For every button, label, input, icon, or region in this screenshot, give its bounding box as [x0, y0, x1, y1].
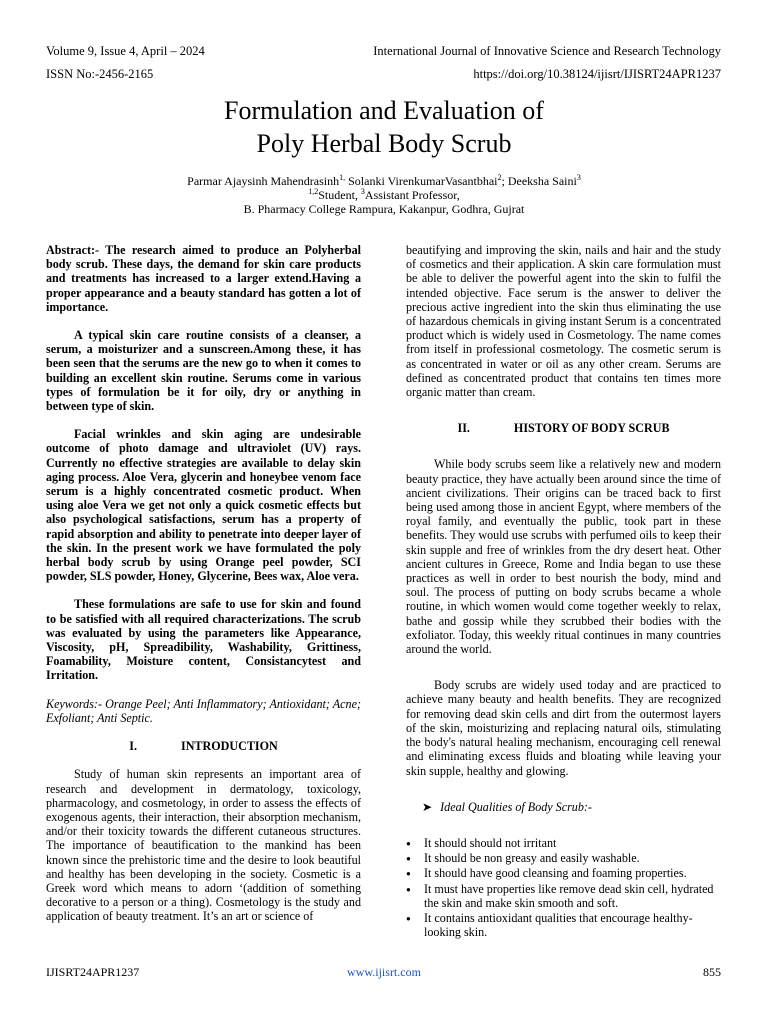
abstract-p3: Facial wrinkles and skin aging are undesirable outcome of photo damage and ultraviolet (UV) rays. Currently no effective strategies are available to delay skin aging process. Aloe Vera, glycerin and honeybee venom face serum is a highly concentrated cosmetic product. When using aloe Vera we get not only a quick cosmetic effects but also psychological satisfactions, serum has a property of rapid absorption and ability to penetrate into deeper layer of the skin. In the present work we have formulated the poly herbal body scrub by using Orange peel powder, SCI powder, SLS powder, Honey, Glycerine, Bees wax, Aloe vera. [46, 427, 361, 584]
history-p1: While body scrubs seem like a relatively new and modern beauty practice, they have actually been around since the time of ancient civilizations. Their origins can be traced back to first being used among those in ancient Egypt, where members of the royal family, and eventually the public, took part in these benefits. They would use scrubs with perfumed oils to keep their skin supple and free of wrinkles from the dry desert heat. Other ancient cultures in Greece, Rome and India began to use these practices as well in order to best nourish the body, mind and soul. The process of putting on body scrubs became a whole routine, in which women would come together weekly to relax, bathe and gossip while they scrubbed their bodies with the exfoliator. Today, this weekly ritual continues in many countries around the world. [406, 457, 721, 657]
right-column [406, 243, 721, 940]
ideal-qualities-heading [422, 800, 721, 814]
author-3: ; Deeksha Saini [501, 174, 577, 188]
left-column [46, 243, 361, 924]
ideal-qualities-title: Ideal Qualities of Body Scrub:- [440, 799, 592, 814]
intro-heading [46, 739, 361, 753]
intro-title: INTRODUCTION [180, 739, 278, 754]
abstract-p1: Abstract:- The research aimed to produce an Polyherbal body scrub. These days, the demand for skin care products and treatments has increased to a larger extend.Having a proper appearance and a beauty standard has gotten a lot of importance. [46, 243, 361, 314]
aff-1: Student, [318, 188, 361, 202]
intro-num: I. [129, 739, 137, 754]
volume-info: Volume 9, Issue 4, April – 2024 [46, 44, 205, 58]
abstract-p4: These formulations are safe to use for skin and found to be satisfied with all required characterizations. The scrub was evaluated by using the parameters like Appearance, Viscosity, pH, Spreadibility, Washability, Grittiness, Foamability, Moisture content, Consistancytest and Irritation. [46, 597, 361, 683]
doi-link[interactable]: https://doi.org/10.38124/ijisrt/IJISRT24APR1237 [473, 67, 721, 81]
issn: ISSN No:-2456-2165 [46, 67, 154, 81]
affiliation-line [0, 188, 768, 202]
page-number: 855 [703, 965, 721, 979]
keywords: Keywords:- Orange Peel; Anti Inflammatory; Antioxidant; Acne; Exfoliant; Anti Septic. [46, 696, 361, 725]
intro-p1-continued: beautifying and improving the skin, nails and hair and the study of cosmetics and their application. A skin care formulation must be able to deliver the powerful agent into the skin to fulfil the intended objective. Face serum is the answer to deliver the precious active ingredient into the skin thus eliminating the use of hazardous chemicals in giving instant Serum is a concentrated product which is widely used in Cosmetology. The name comes from itself in professional cosmetology. The cosmetic serum is as concentrated in water or oil as any other cream. Serums are defined as concentrated product that contains ten times more organic matter than cream. [406, 243, 721, 400]
aff-2: Assistant Professor, [364, 188, 460, 202]
paper-title [0, 94, 768, 160]
abstract-p2: A typical skin care routine consists of a cleanser, a serum, a moisturizer and a sunscreen.Among these, it has been seen that the serums are the new go to when it comes to building an excellent skin routine. Serums come in various types of formulation be it for oily, dry or anything in between type of skin. [46, 328, 361, 414]
author-2: Solanki VirenkumarVasantbhai [345, 174, 498, 188]
institution: B. Pharmacy College Rampura, Kakanpur, Godhra, Gujrat [243, 202, 525, 216]
author-1: Parmar Ajaysinh Mahendrasinh [187, 174, 340, 188]
author-block [0, 174, 768, 216]
history-title: HISTORY OF BODY SCRUB [513, 421, 670, 436]
list-item: ● It contains antioxidant qualities that encourage healthy-looking skin. [424, 911, 721, 939]
list-item: ● It must have properties like remove dead skin cell, hydrated the skin and make skin smooth and soft. [424, 882, 721, 910]
history-num: II. [457, 421, 470, 436]
footer-site-link[interactable]: www.ijisrt.com [347, 965, 421, 979]
author-3-sup: 3 [576, 173, 581, 182]
author-2-sup: 2 [497, 173, 502, 182]
title-line-1: Formulation and Evaluation of [224, 96, 544, 125]
history-p2: Body scrubs are widely used today and are practiced to achieve many beauty and health benefits. They are recognized for removing dead skin cells and dirt from the outermost layers of the skin, moisturizing and replacing natural oils, stimulating the body's natural healing mechanism, encouraging cell renewal and eliminating excess fluids and bloating while leaving your skin supple, healthy and glowing. [406, 678, 721, 778]
ideal-qualities-list [406, 836, 721, 939]
journal-name: International Journal of Innovative Science and Research Technology [373, 44, 721, 58]
author-line [0, 174, 768, 188]
aff-2-sup: 3 [360, 187, 365, 196]
aff-1-sup: 1,2 [308, 187, 319, 196]
history-heading [406, 421, 721, 435]
author-1-sup: 1, [339, 173, 346, 182]
title-line-2: Poly Herbal Body Scrub [256, 129, 512, 158]
list-item: ● It should should not irritant [424, 836, 721, 850]
footer-code: IJISRT24APR1237 [46, 965, 140, 979]
arrow-bullet-icon: ➤ [422, 799, 433, 814]
intro-p1: Study of human skin represents an important area of research and development in dermatology, toxicology, pharmacology, and cosmetology, in order to assess the effects of exogenous agents, their interaction, their absorption mechanism, and/or their toxicity towards the different cutaneous structures. The importance of beautification to the mankind has been known since the prehistoric time and the desire to look beautiful and healthy has been developing in the society. Cosmetic is a Greek word which means to adorn ‘(addition of something decorative to a person or a thing). Cosmetology is the study and application of beauty treatment. It’s an art or science of [46, 767, 361, 924]
list-item: ● It should have good cleansing and foaming properties. [424, 866, 721, 880]
list-item: ● It should be non greasy and easily washable. [424, 851, 721, 865]
